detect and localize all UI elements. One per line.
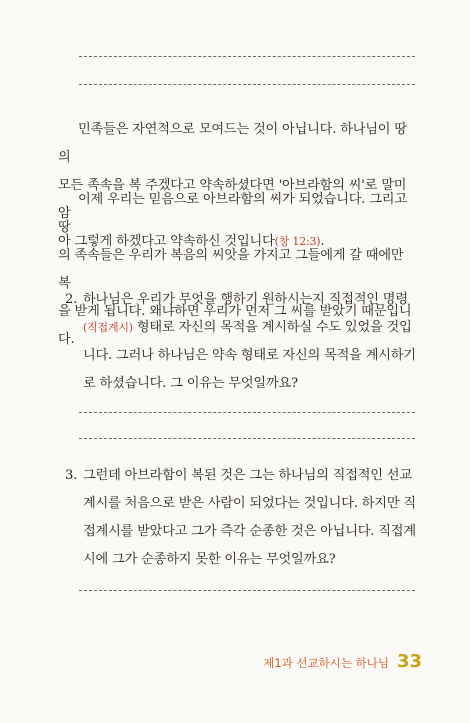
question2-line1: 하나님은 우리가 무엇을 행하기 원하시는지 직접적인 명령 [83,292,408,307]
question-3 [65,462,418,574]
direct-revelation-note: (직접계시) [83,321,133,334]
question2-line2: 형태로 자신의 목적을 계시하실 수도 있었을 것입 [132,320,412,335]
answer-line-q3 [79,590,415,591]
page-footer [263,651,422,672]
paragraph2-line3: 을 받게 됩니다. 왜냐하면 우리가 먼저 그 씨를 받았기 때문입니다. [58,304,412,347]
paragraph2-line2: 의 족속들은 우리가 복음의 씨앗을 가지고 그들에게 갈 때에만 복 [58,248,404,291]
paragraph1-line1: 민족들은 자연적으로 모여드는 것이 아닙니다. 하나님이 땅의 [58,122,407,165]
question3-line2: 계시를 처음으로 받은 사람이 되었다는 것입니다. 하지만 직 [83,496,416,511]
bible-reference: (창 12:3) [274,235,321,248]
page-number: 33 [396,651,422,672]
answer-line-q2-2 [79,438,415,439]
paragraph2-line1: 이제 우리는 믿음으로 아브라함의 씨가 되었습니다. 그리고 땅 [58,192,407,235]
question2-line4: 로 하셨습니다. 그 이유는 무엇일까요? [83,376,298,391]
paragraph1-line3-end: . [320,234,325,249]
question3-line4: 시에 그가 순종하지 못한 이유는 무엇일까요? [83,552,336,567]
question3-line3: 접계시를 받았다고 그가 즉각 순종한 것은 아닙니다. 직접계 [83,524,416,539]
answer-line-top-2 [79,84,415,85]
question2-line3: 니다. 그러나 하나님은 약속 형태로 자신의 목적을 계시하기 [83,348,416,363]
answer-line-q2-1 [79,412,415,413]
question3-line1: 그런데 아브라함이 복된 것은 그는 하나님의 직접적인 선교 [83,468,412,483]
question-3-number: 3. [65,468,78,483]
answer-line-top-1 [79,56,415,57]
chapter-title: 제1과 선교하시는 하나님 [263,656,389,670]
paragraph1-line3: 아 그렇게 하겠다고 약속하신 것입니다 [58,234,275,249]
paragraph1-line2: 모든 족속을 복 주겠다고 약속하셨다면 '아브라함의 씨'로 말미암 [58,178,407,221]
question-2-number: 2. [65,292,78,307]
question-2 [65,286,418,398]
